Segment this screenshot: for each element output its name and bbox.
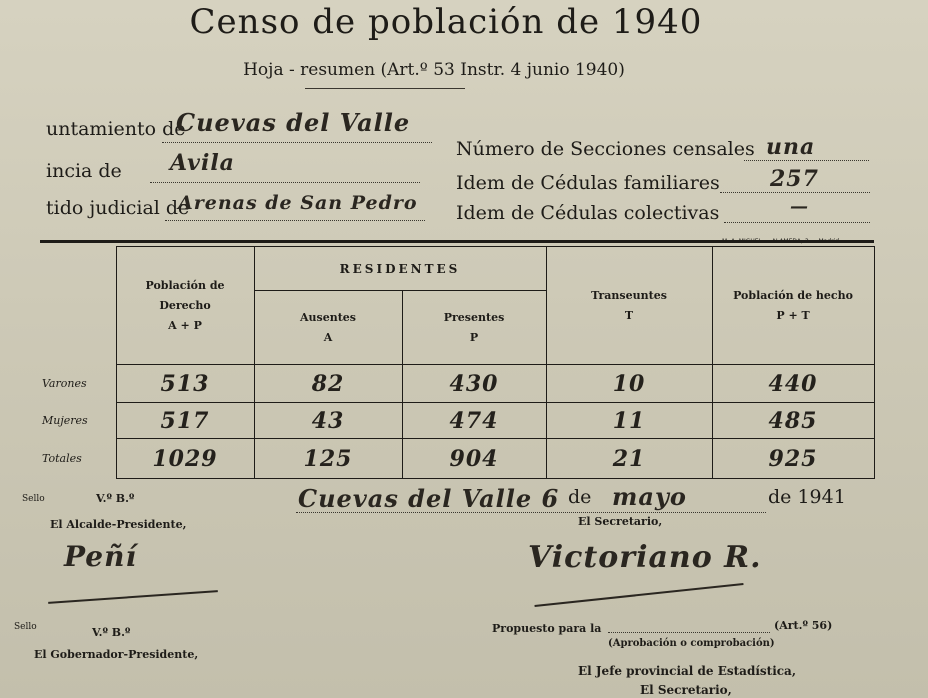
municipality-label: untamiento de: [46, 118, 186, 140]
subtitle-underline: [305, 88, 465, 89]
place-date-value: Cuevas del Valle 6: [298, 484, 560, 513]
family-cards-label: Idem de Cédulas familiares: [456, 172, 720, 194]
header-ausentes: [254, 291, 402, 365]
month-value: mayo: [612, 482, 687, 511]
table-corner: [40, 247, 116, 365]
header-presentes-symbol: P: [469, 330, 479, 344]
secretary-signature: Victoriano R.: [528, 540, 762, 575]
vb-label: V.º B.º: [96, 492, 135, 505]
governor-label: El Gobernador-Presidente,: [34, 648, 199, 661]
seal-label: Sello: [22, 494, 45, 504]
municipality-line: [162, 142, 432, 143]
secretary-signature-stroke: [534, 583, 743, 607]
judicial-district-value: Arenas de San Pedro: [178, 192, 418, 214]
cell-transeuntes: 10: [546, 365, 712, 403]
proposed-label: Propuesto para la: [492, 622, 602, 635]
cell-presentes: 474: [402, 403, 546, 439]
header-transeuntes-symbol: T: [624, 308, 634, 322]
approval-note: (Aprobación o comprobación): [608, 638, 775, 649]
header-ausentes-line1: Ausentes: [300, 310, 356, 324]
header-residentes: RESIDENTES: [254, 247, 546, 291]
mayor-signature: Peñí: [64, 540, 138, 573]
header-transeuntes-line1: Transeuntes: [591, 288, 667, 302]
date-de: de: [568, 486, 592, 508]
cell-derecho: 1029: [116, 439, 254, 479]
sections-label: Número de Secciones censales: [456, 138, 755, 160]
judicial-district-label: tido judicial de: [46, 197, 190, 219]
cell-ausentes: 43: [254, 403, 402, 439]
document-title: Censo de población de 1940: [189, 2, 703, 42]
statistics-chief-label: El Jefe provincial de Estadística,: [578, 664, 797, 678]
province-value: Avila: [170, 150, 235, 176]
cell-transeuntes: 21: [546, 439, 712, 479]
cell-presentes: 904: [402, 439, 546, 479]
header-hecho: [712, 247, 874, 365]
cell-ausentes: 82: [254, 365, 402, 403]
table-row: [40, 403, 874, 439]
header-transeuntes: [546, 247, 712, 365]
secretary-label: El Secretario,: [578, 515, 663, 528]
cell-presentes: 430: [402, 365, 546, 403]
header-hecho-formula: P + T: [776, 308, 810, 322]
secretary-label-2: El Secretario,: [640, 683, 732, 697]
row-label: Varones: [40, 365, 116, 403]
population-table: [40, 246, 875, 479]
table-row: [40, 365, 874, 403]
seal-label-2: Sello: [14, 622, 37, 632]
cell-hecho: 440: [712, 365, 874, 403]
row-label: Totales: [40, 439, 116, 479]
document-subtitle: Hoja - resumen (Art.º 53 Instr. 4 junio 1940): [243, 60, 625, 80]
date-line: [296, 512, 766, 513]
province-label: incia de: [46, 160, 122, 182]
article-56-label: (Art.º 56): [774, 619, 833, 632]
cell-hecho: 485: [712, 403, 874, 439]
cell-hecho: 925: [712, 439, 874, 479]
judicial-district-line: [165, 220, 425, 221]
header-presentes-line1: Presentes: [443, 310, 505, 324]
collective-cards-value: —: [790, 196, 809, 217]
cell-derecho: 513: [116, 365, 254, 403]
cell-derecho: 517: [116, 403, 254, 439]
collective-cards-line: [724, 222, 870, 223]
cell-transeuntes: 11: [546, 403, 712, 439]
header-derecho-line1: Población de: [145, 278, 225, 292]
mayor-signature-stroke: [48, 590, 218, 604]
municipality-value: Cuevas del Valle: [176, 108, 411, 137]
table-top-rule: [40, 240, 874, 243]
province-line: [150, 182, 420, 183]
proposed-line: [608, 632, 770, 633]
header-derecho-formula: A + P: [168, 318, 202, 332]
sections-value: una: [766, 134, 816, 160]
printer-imprint: M. A. MIGUEL — ALAMEDA, 3 — Madrid: [722, 238, 840, 245]
cell-ausentes: 125: [254, 439, 402, 479]
header-derecho: [116, 247, 254, 365]
header-derecho-line2: Derecho: [159, 298, 211, 312]
header-ausentes-symbol: A: [323, 330, 333, 344]
sections-line: [744, 160, 869, 161]
vb-label-2: V.º B.º: [92, 626, 131, 639]
row-label: Mujeres: [40, 403, 116, 439]
header-presentes: [402, 291, 546, 365]
year-label: de 1941: [768, 486, 846, 508]
family-cards-line: [720, 192, 870, 193]
mayor-label: El Alcalde-Presidente,: [50, 518, 187, 531]
collective-cards-label: Idem de Cédulas colectivas: [456, 202, 720, 224]
table-row: [40, 439, 874, 479]
family-cards-value: 257: [770, 166, 819, 192]
header-hecho-line1: Población de hecho: [733, 288, 853, 302]
